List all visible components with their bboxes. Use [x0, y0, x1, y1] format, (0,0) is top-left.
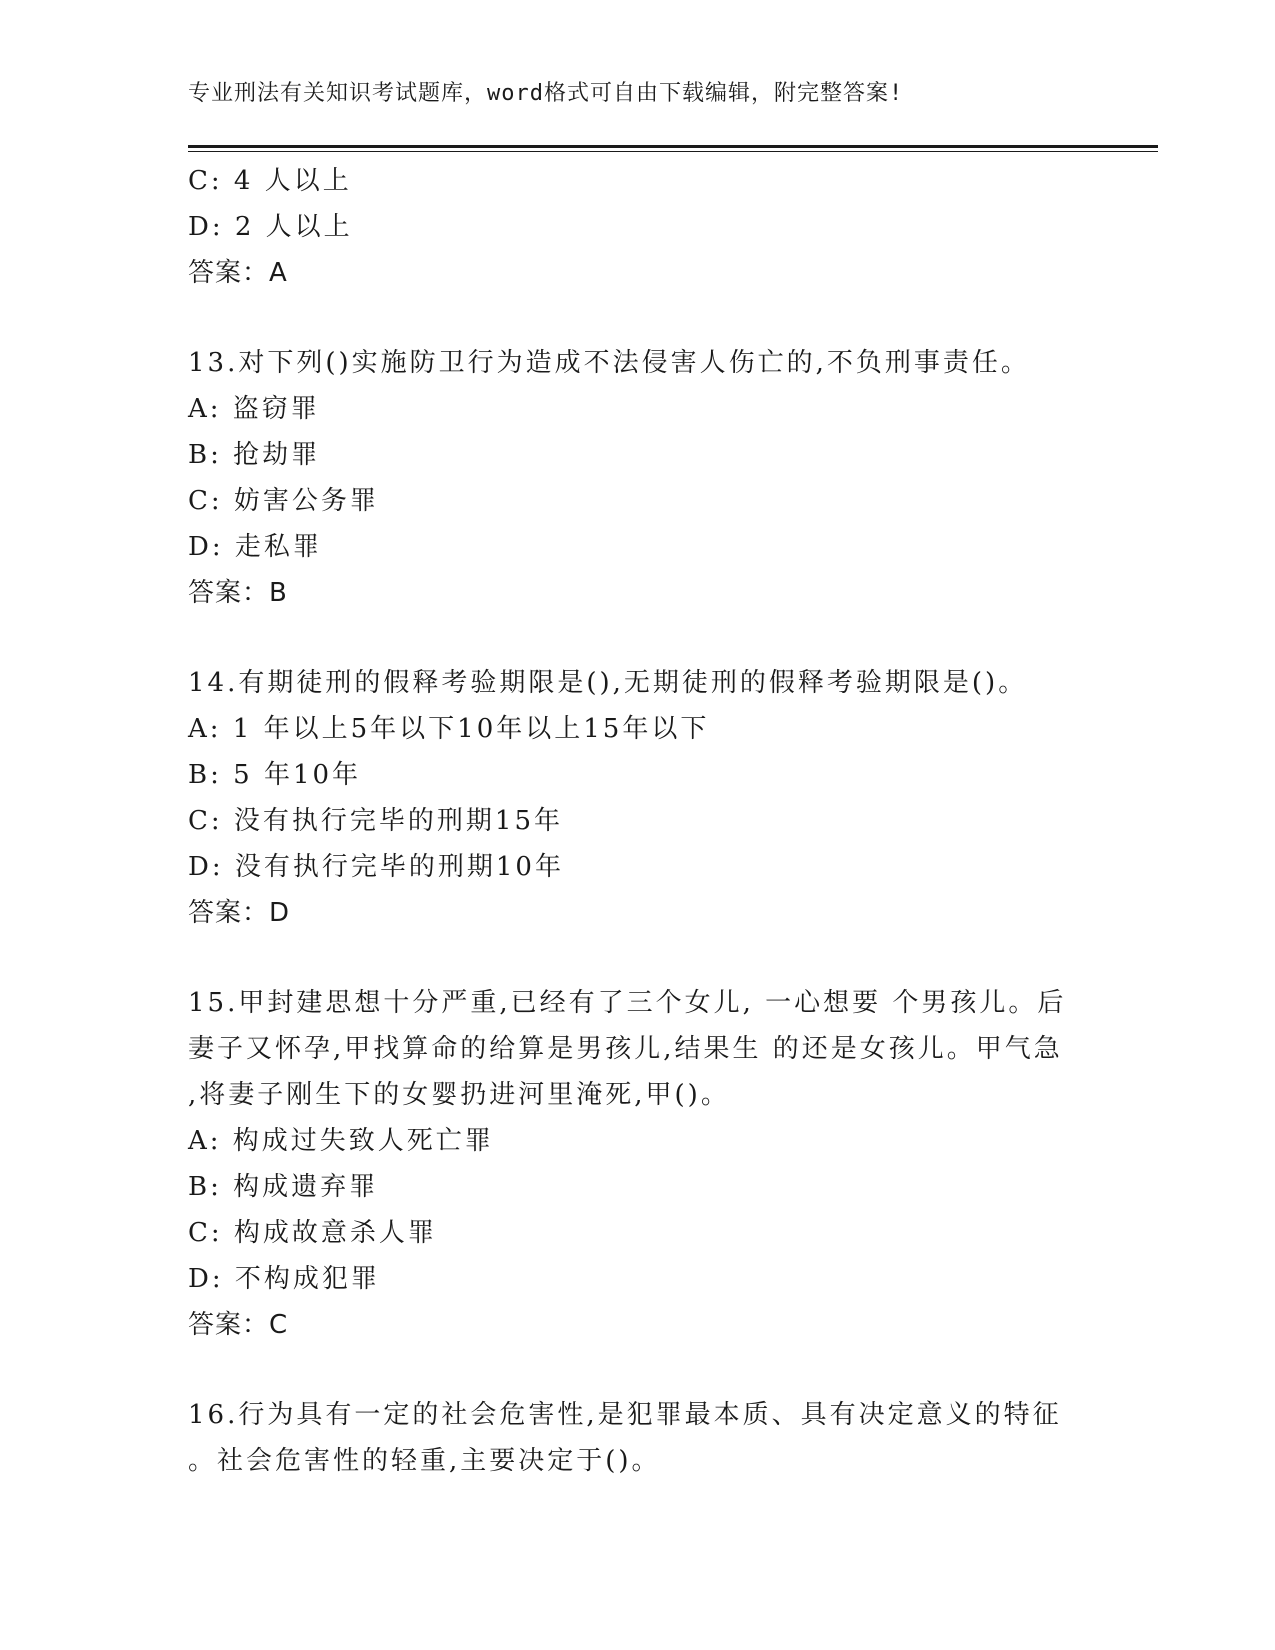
option-a: A: 1 年以上5年以下10年以上15年以下	[188, 714, 710, 744]
option-c: C: 构成故意杀人罪	[188, 1218, 437, 1248]
option-b: B: 5 年10年	[188, 760, 362, 790]
spacer	[188, 936, 1088, 980]
option-d: D: 走私罪	[188, 532, 322, 562]
option-c: C: 妨害公务罪	[188, 486, 379, 516]
page-header: 专业刑法有关知识考试题库，word格式可自由下载编辑，附完整答案!	[188, 81, 904, 106]
answer-line: 答案：D	[188, 898, 291, 928]
answer-line: 答案：C	[188, 1310, 289, 1340]
question-text: 13.对下列()实施防卫行为造成不法侵害人伤亡的,不负刑事责任。	[188, 348, 1030, 378]
answer-line: 答案：A	[188, 258, 288, 288]
option-a: A: 盗窃罪	[188, 394, 320, 424]
question-text-line-2: 。社会危害性的轻重,主要决定于()。	[188, 1446, 661, 1476]
question-text-line-3: ,将妻子刚生下的女婴扔进河里淹死,甲()。	[188, 1080, 730, 1110]
question-text-line-2: 妻子又怀孕,甲找算命的给算是男孩儿,结果生 的还是女孩儿。甲气急	[188, 1034, 1063, 1064]
option-b: B: 抢劫罪	[188, 440, 321, 470]
question-13	[188, 340, 1088, 616]
leading-question-tail	[188, 158, 1088, 296]
question-text-line-1: 16.行为具有一定的社会危害性,是犯罪最本质、具有决定意义的特征	[188, 1400, 1062, 1430]
option-c: C: 4 人以上	[188, 166, 352, 196]
header-rule-thick	[188, 145, 1158, 148]
spacer	[188, 1348, 1088, 1392]
question-text: 14.有期徒刑的假释考验期限是(),无期徒刑的假释考验期限是()。	[188, 668, 1028, 698]
question-14	[188, 660, 1088, 936]
spacer	[188, 616, 1088, 660]
document-body	[188, 158, 1088, 1484]
answer-line: 答案：B	[188, 578, 288, 608]
question-16	[188, 1392, 1088, 1484]
option-b: B: 构成遗弃罪	[188, 1172, 379, 1202]
question-15	[188, 980, 1088, 1348]
option-d: D: 不构成犯罪	[188, 1264, 380, 1294]
option-c: C: 没有执行完毕的刑期15年	[188, 806, 564, 836]
header-rule-thin	[188, 151, 1158, 152]
spacer	[188, 296, 1088, 340]
option-d: D: 没有执行完毕的刑期10年	[188, 852, 564, 882]
question-text-line-1: 15.甲封建思想十分严重,已经有了三个女儿, 一心想要 个男孩儿。后	[188, 988, 1067, 1018]
option-d: D: 2 人以上	[188, 212, 353, 242]
option-a: A: 构成过失致人死亡罪	[188, 1126, 494, 1156]
